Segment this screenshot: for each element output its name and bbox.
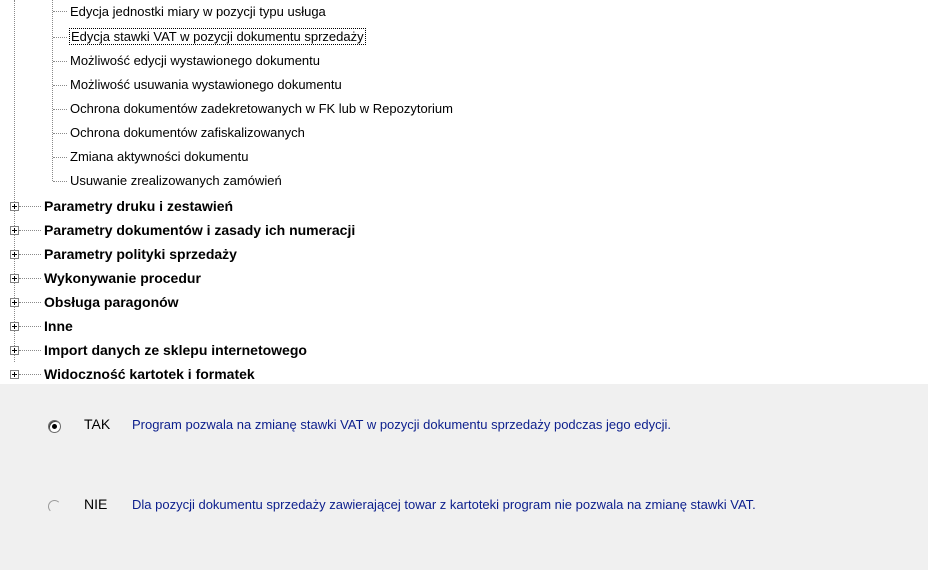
tree-connector: [19, 278, 41, 279]
expand-icon[interactable]: [10, 298, 19, 307]
expand-icon[interactable]: [10, 226, 19, 235]
tree-item-label: Ochrona dokumentów zadekretowanych w FK lub w Repozytorium: [70, 101, 453, 116]
tree-group-parametry-dokumentow[interactable]: [44, 219, 355, 241]
tree-item-label: Możliwość usuwania wystawionego dokumentu: [70, 77, 342, 92]
option-panel: [0, 384, 928, 570]
tree-item-mozliwosc-usuwania[interactable]: [70, 74, 342, 96]
tree-item-label: Edycja jednostki miary w pozycji typu usługa: [70, 4, 326, 19]
tree-group-label: Parametry dokumentów i zasady ich numeracji: [44, 222, 356, 238]
tree-connector: [19, 374, 41, 375]
tree-connector: [53, 61, 67, 62]
tree-group-label: Import danych ze sklepu internetowego: [44, 342, 307, 358]
tree-item-label: Możliwość edycji wystawionego dokumentu: [70, 53, 321, 68]
expand-icon[interactable]: [10, 346, 19, 355]
tree-group-label: Wykonywanie procedur: [44, 270, 201, 286]
tree-item-label: Zmiana aktywności dokumentu: [70, 149, 249, 164]
tree-connector: [19, 350, 41, 351]
tree-group-wykonywanie-procedur[interactable]: [44, 267, 201, 289]
nie-label[interactable]: NIE: [84, 496, 108, 512]
tree-item-label: Usuwanie zrealizowanych zamówień: [70, 173, 282, 188]
expand-icon[interactable]: [10, 202, 19, 211]
tree-group-parametry-polityki[interactable]: [44, 243, 237, 265]
tree-connector: [19, 254, 41, 255]
tree-connector: [53, 85, 67, 86]
nie-description: Dla pozycji dokumentu sprzedaży zawierającej towar z kartoteki program nie pozwala na zmianę stawki VAT.: [132, 497, 756, 512]
tree-root-connector: [14, 0, 15, 362]
tree-group-label: Widoczność kartotek i formatek: [44, 366, 255, 382]
tak-description: Program pozwala na zmianę stawki VAT w pozycji dokumentu sprzedaży podczas jego edycji.: [132, 417, 672, 432]
tree-connector: [53, 11, 67, 12]
tree-group-obsluga-paragonow[interactable]: [44, 291, 179, 313]
tree-connector: [19, 206, 41, 207]
expand-icon[interactable]: [10, 274, 19, 283]
tree-connector: [19, 230, 41, 231]
tree-connector: [53, 157, 67, 158]
tree-group-widocznosc-kartotek[interactable]: [44, 363, 255, 385]
tree-group-label: Obsługa paragonów: [44, 294, 179, 310]
tree-item-usuwanie-zamowien[interactable]: [70, 170, 282, 192]
tree-group-import-danych[interactable]: [44, 339, 307, 361]
tree-group-parametry-druku[interactable]: [44, 195, 233, 217]
tree-item-edycja-stawki-vat[interactable]: [70, 26, 365, 48]
tree-group-inne[interactable]: [44, 315, 73, 337]
tree-group-label: Inne: [44, 318, 73, 334]
tree-connector: [19, 302, 41, 303]
tree-item-zmiana-aktywnosci[interactable]: [70, 146, 248, 168]
expand-icon[interactable]: [10, 370, 19, 379]
tak-radio-button[interactable]: [48, 420, 61, 433]
tree-connector: [19, 326, 41, 327]
tree-item-ochrona-zadekretowanych[interactable]: [70, 98, 453, 120]
tree-item-mozliwosc-edycji[interactable]: [70, 50, 320, 72]
tree-connector: [53, 109, 67, 110]
tree-item-label: Edycja stawki VAT w pozycji dokumentu sprzedaży: [71, 29, 364, 44]
tree-connector: [53, 133, 67, 134]
tak-label[interactable]: TAK: [84, 416, 111, 432]
tree-connector: [53, 181, 67, 182]
expand-icon[interactable]: [10, 250, 19, 259]
tree-group-label: Parametry polityki sprzedaży: [44, 246, 237, 262]
expand-icon[interactable]: [10, 322, 19, 331]
tree-item-ochrona-zafiskalizowanych[interactable]: [70, 122, 305, 144]
nie-radio-button[interactable]: [48, 500, 61, 513]
tree-item-label: Ochrona dokumentów zafiskalizowanych: [70, 125, 305, 140]
tree-child-connector: [52, 0, 53, 181]
tree-connector: [53, 37, 67, 38]
tree-group-label: Parametry druku i zestawień: [44, 198, 234, 214]
tree-item-edycja-jednostki-miary[interactable]: [70, 1, 326, 23]
